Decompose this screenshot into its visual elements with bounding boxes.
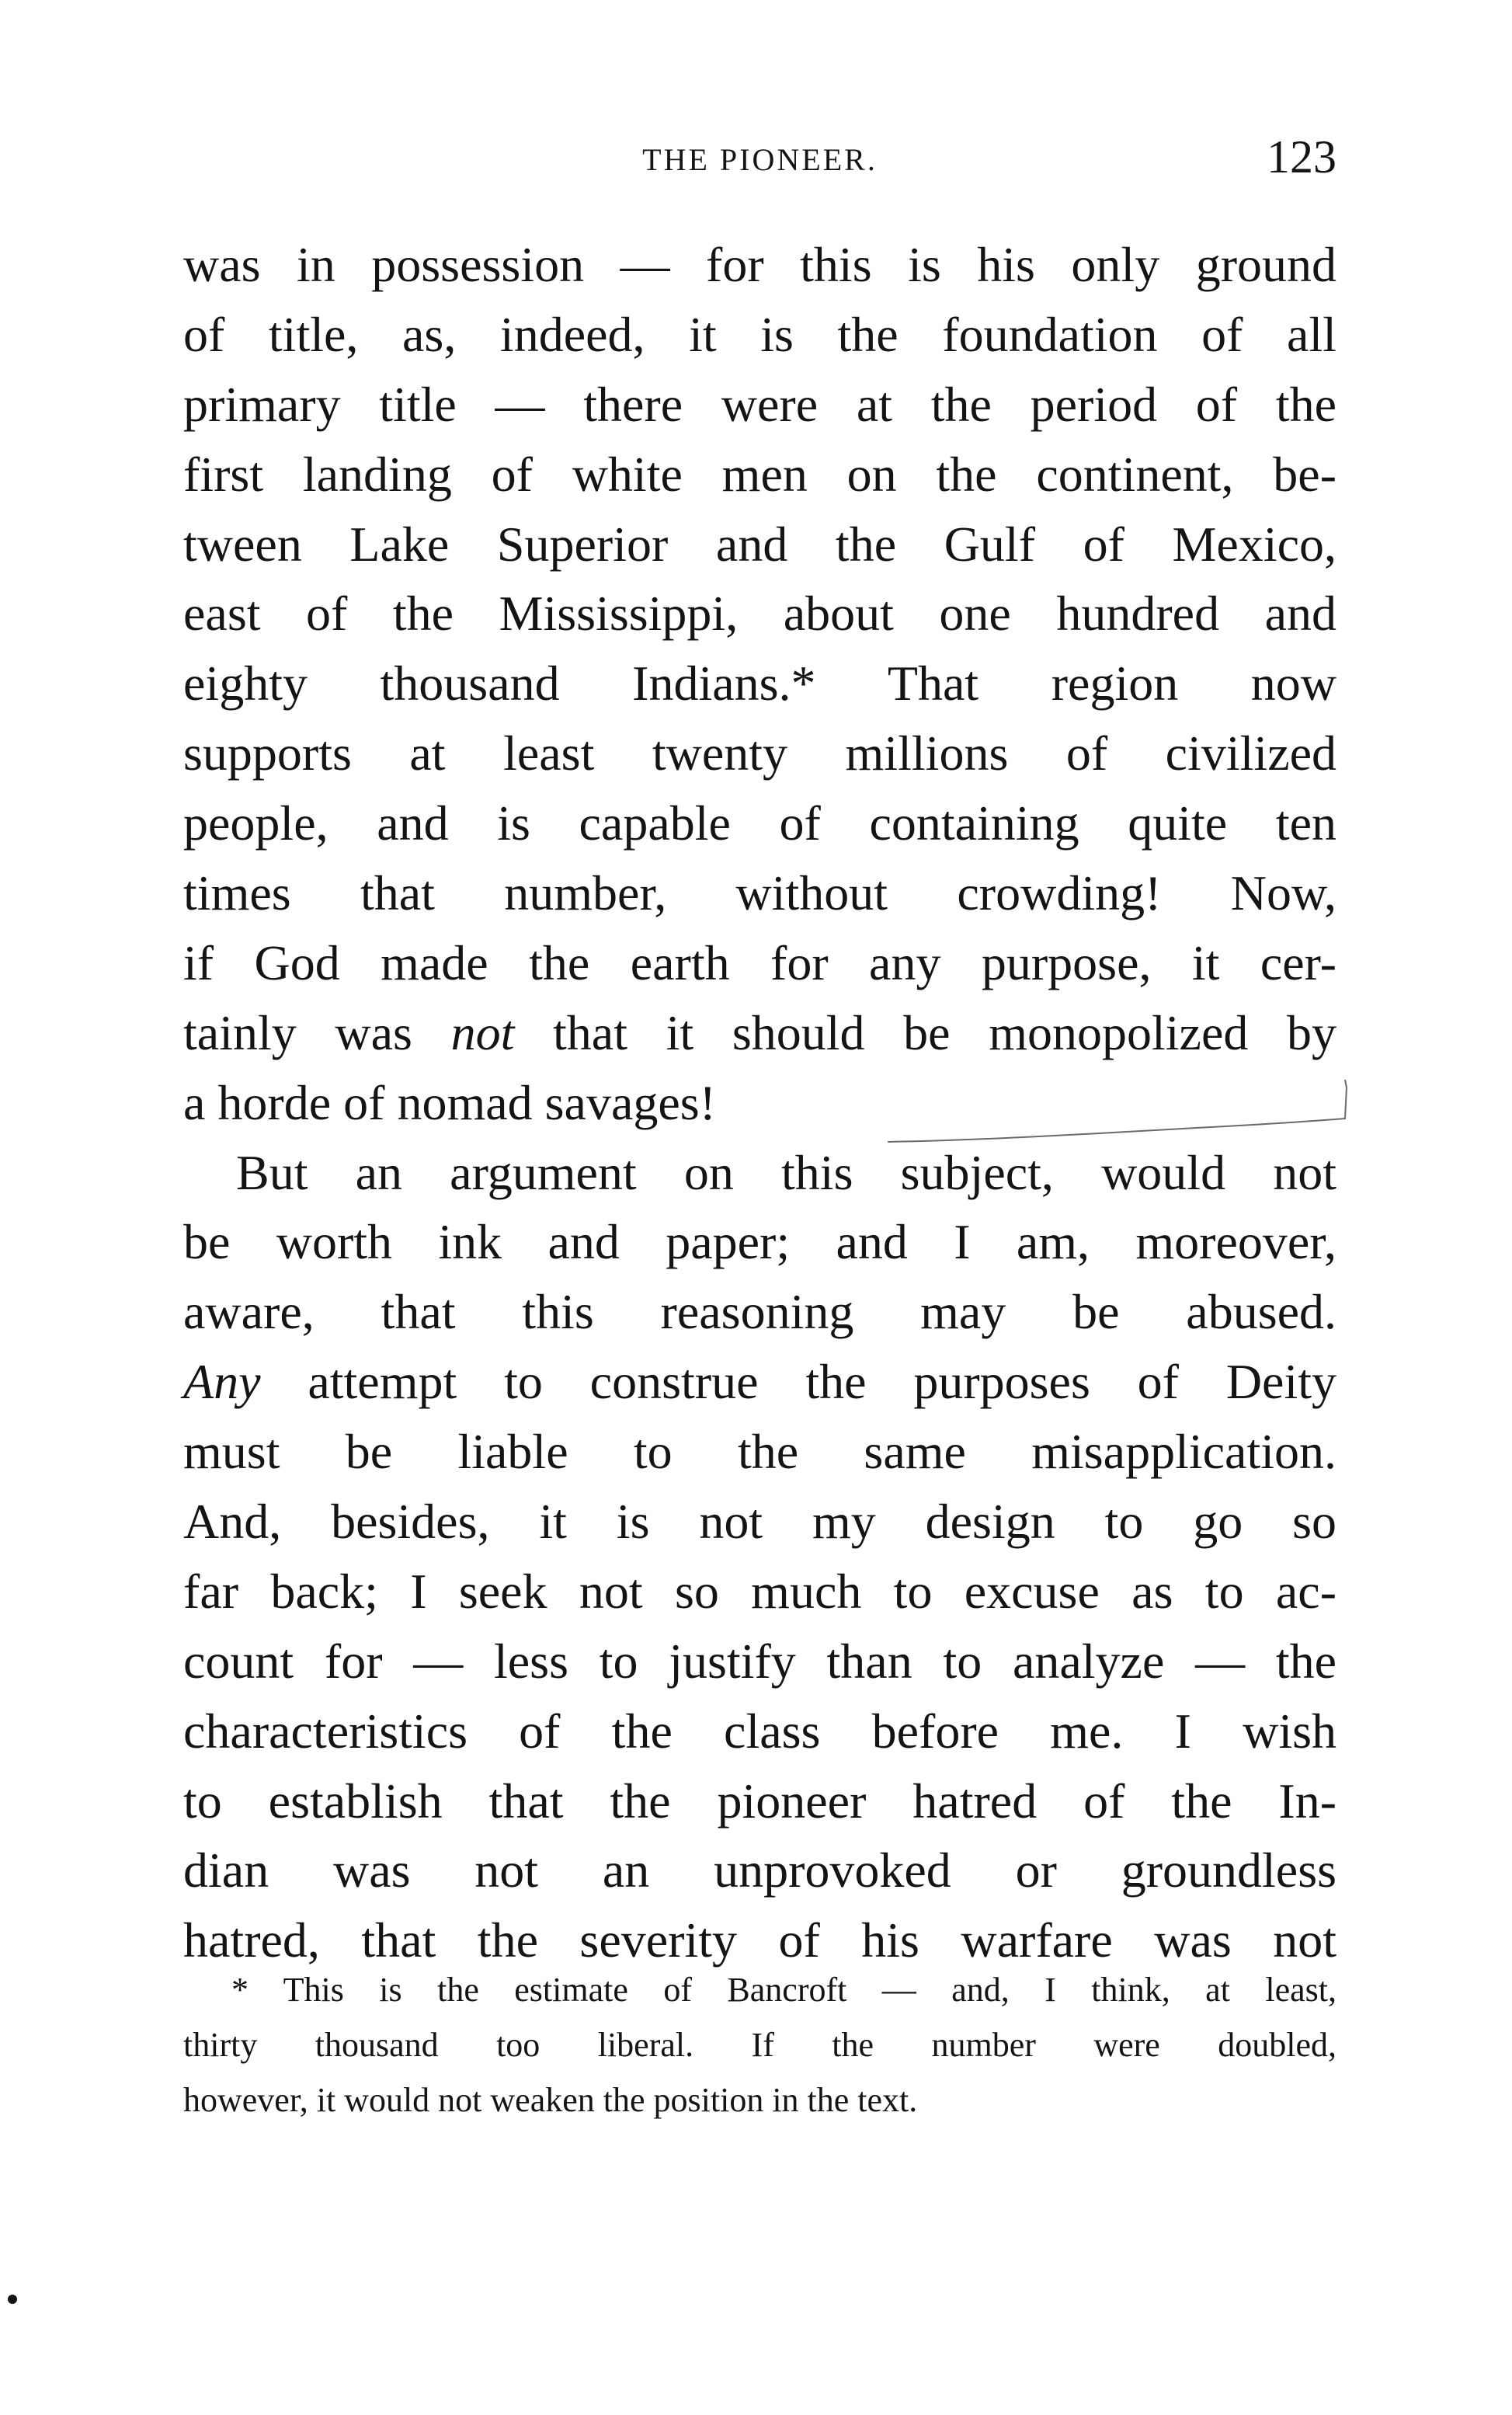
italic-word: Any	[183, 1354, 261, 1410]
text-line: tween Lake Superior and the Gulf of Mexico,	[183, 516, 1336, 572]
footnote-line: however, it would not weaken the position in the text.	[183, 2081, 918, 2119]
text-line: must be liable to the same misapplication.	[183, 1424, 1336, 1480]
text-line: primary title — there were at the period of the	[183, 376, 1336, 432]
text-line: But an argument on this subject, would not	[236, 1144, 1336, 1200]
text-line: east of the Mississippi, about one hundred and	[183, 586, 1336, 642]
text-line: was in possession — for this is his only ground	[183, 237, 1336, 292]
text-line: characteristics of the class before me. I wish	[183, 1703, 1336, 1759]
text-line: be worth ink and paper; and I am, moreover,	[183, 1214, 1336, 1270]
text-line: And, besides, it is not my design to go so	[183, 1494, 1336, 1550]
text-line: aware, that this reasoning may be abused.	[183, 1284, 1336, 1340]
text-line: to establish that the pioneer hatred of the In-	[183, 1773, 1336, 1829]
footnote-line: * This is the estimate of Bancroft — and, I think, at least,	[231, 1971, 1336, 2009]
text-line: eighty thousand Indians.* That region now	[183, 656, 1336, 712]
running-header	[183, 130, 1336, 193]
stray-ink-dot	[8, 2295, 17, 2304]
text-line: if God made the earth for any purpose, it cer-	[183, 934, 1336, 990]
italic-word: not	[450, 1004, 515, 1060]
text-line: count for — less to justify than to analyze — the	[183, 1633, 1336, 1689]
text-line: people, and is capable of containing quite ten	[183, 795, 1336, 851]
text-line	[183, 1347, 1336, 1417]
running-title: THE PIONEER.	[642, 142, 878, 177]
text-line: a horde of nomad savages!	[183, 1074, 716, 1130]
text-segment: tainly was	[183, 1004, 451, 1060]
text-segment: that it should be monopolized by	[514, 1004, 1337, 1060]
text-segment: attempt to construe the purposes of Deity	[260, 1354, 1336, 1410]
footnote-line: thirty thousand too liberal. If the number were doubled,	[183, 2026, 1336, 2064]
text-line: dian was not an unprovoked or groundless	[183, 1843, 1336, 1898]
text-line: hatred, that the severity of his warfare was not	[183, 1912, 1336, 1968]
page-number: 123	[1267, 131, 1336, 183]
text-line: times that number, without crowding! Now,	[183, 865, 1336, 921]
pencil-annotation-mark	[885, 1056, 1351, 1150]
text-line: first landing of white men on the continent, be-	[183, 446, 1336, 502]
footnote	[183, 1962, 1336, 2128]
text-line: far back; I seek not so much to excuse as to ac-	[183, 1563, 1336, 1619]
text-line: supports at least twenty millions of civilized	[183, 726, 1336, 781]
text-line: of title, as, indeed, it is the foundation of all	[183, 306, 1336, 362]
